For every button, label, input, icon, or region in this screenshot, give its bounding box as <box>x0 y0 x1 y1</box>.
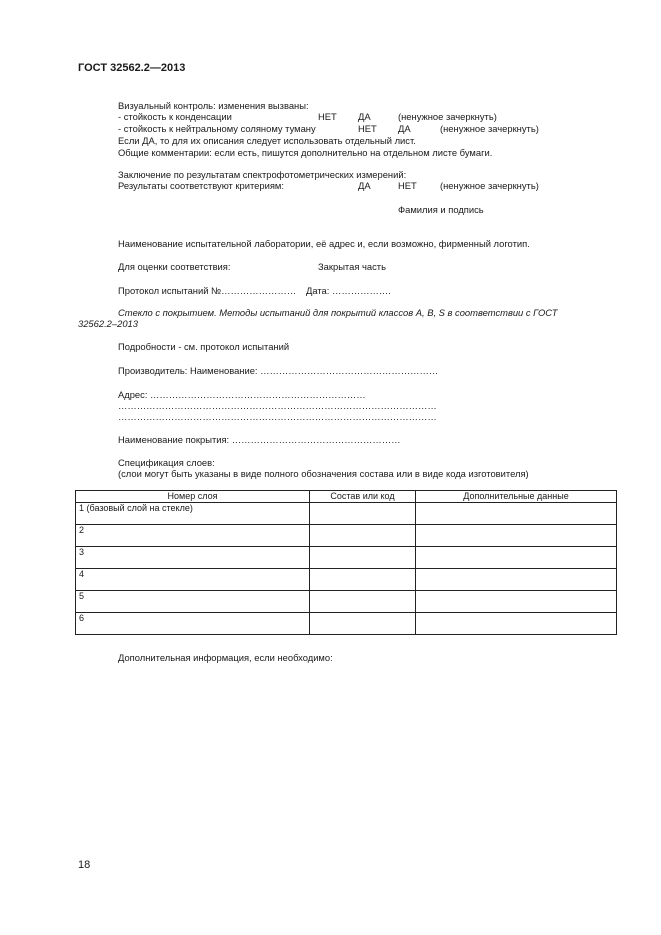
layers-spec-title: Спецификация слоев: <box>118 457 215 468</box>
composition-cell <box>310 591 416 613</box>
conclusion-yes: ДА <box>358 180 371 191</box>
composition-cell <box>310 547 416 569</box>
salt-fog-yes: ДА <box>398 123 411 134</box>
condensation-note: (ненужное зачеркнуть) <box>398 111 497 122</box>
composition-cell <box>310 503 416 525</box>
salt-fog-note: (ненужное зачеркнуть) <box>440 123 539 134</box>
glass-note-line2: 32562.2–2013 <box>78 318 138 329</box>
address-line3: ………………………………………………………………………………………… <box>118 411 437 422</box>
layer-number-cell: 5 <box>76 591 310 613</box>
header-composition: Состав или код <box>310 491 416 503</box>
additional-data-cell <box>416 591 617 613</box>
document-header: ГОСТ 32562.2—2013 <box>78 62 186 74</box>
table-row <box>76 547 617 569</box>
layer-number-cell: 3 <box>76 547 310 569</box>
additional-data-cell <box>416 613 617 635</box>
composition-cell <box>310 613 416 635</box>
page-number: 18 <box>78 859 91 871</box>
table-row <box>76 613 617 635</box>
conclusion-note: (ненужное зачеркнуть) <box>440 180 539 191</box>
layers-spec-subtitle: (слои могут быть указаны в виде полного обозначения состава или в виде кода изготовителя) <box>118 468 529 479</box>
header-additional-data: Дополнительные данные <box>416 491 617 503</box>
conclusion-label: Результаты соответствуют критериям: <box>118 180 284 191</box>
manufacturer-field: Производитель: Наименование: ………………………………………………… <box>118 365 439 376</box>
address-line2: ………………………………………………………………………………………… <box>118 400 437 411</box>
signature-label: Фамилия и подпись <box>398 204 484 215</box>
table-row <box>76 525 617 547</box>
table-row <box>76 591 617 613</box>
layer-number-cell: 1 (базовый слой на стекле) <box>76 503 310 525</box>
condensation-no: НЕТ <box>318 111 337 122</box>
glass-note-line1: Стекло с покрытием. Методы испытаний для покрытий классов A, B, S в соответствии с ГОСТ <box>118 307 558 318</box>
assessment-value: Закрытая часть <box>318 261 386 272</box>
additional-data-cell <box>416 547 617 569</box>
additional-data-cell <box>416 503 617 525</box>
layer-number-cell: 4 <box>76 569 310 591</box>
address-line1: Адрес: …………………………………………………………… <box>118 389 366 400</box>
salt-fog-label: - стойкость к нейтральному соляному туману <box>118 123 316 134</box>
composition-cell <box>310 525 416 547</box>
protocol-date: Дата: ………………. <box>306 285 391 296</box>
assessment-label: Для оценки соответствия: <box>118 261 231 272</box>
general-comments: Общие комментарии: если есть, пишутся дополнительно на отдельном листе бумаги. <box>118 147 493 158</box>
details-text: Подробности - см. протокол испытаний <box>118 341 290 352</box>
additional-info: Дополнительная информация, если необходимо: <box>118 652 333 663</box>
header-layer-number: Номер слоя <box>76 491 310 503</box>
protocol-number: Протокол испытаний №…………………… <box>118 285 297 296</box>
table-header-row <box>76 491 617 503</box>
if-yes-text: Если ДА, то для их описания следует использовать отдельный лист. <box>118 135 416 146</box>
conclusion-no: НЕТ <box>398 180 417 191</box>
layer-number-cell: 6 <box>76 613 310 635</box>
additional-data-cell <box>416 569 617 591</box>
visual-control-title: Визуальный контроль: изменения вызваны: <box>118 100 309 111</box>
salt-fog-no: НЕТ <box>358 123 377 134</box>
condensation-yes: ДА <box>358 111 371 122</box>
condensation-label: - стойкость к конденсации <box>118 111 232 122</box>
additional-data-cell <box>416 525 617 547</box>
table-row <box>76 569 617 591</box>
layer-number-cell: 2 <box>76 525 310 547</box>
conclusion-title: Заключение по результатам спектрофотометрических измерений: <box>118 169 407 180</box>
table-row <box>76 503 617 525</box>
composition-cell <box>310 569 416 591</box>
coating-name-field: Наименование покрытия: ……………………………………………… <box>118 434 401 445</box>
layers-table <box>75 490 617 635</box>
lab-name: Наименование испытательной лаборатории, её адрес и, если возможно, фирменный логотип. <box>118 238 530 249</box>
